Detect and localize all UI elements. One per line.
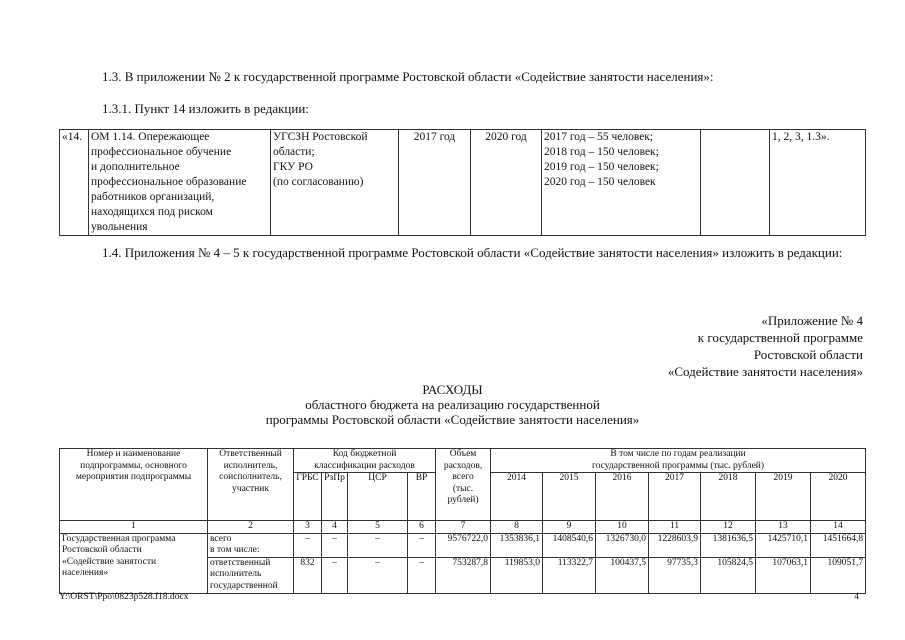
column-number: 5 xyxy=(348,521,408,534)
header-row-1 xyxy=(60,449,866,473)
row-vr: – xyxy=(408,557,436,593)
measure-result: 2017 год – 55 человек; 2018 год – 150 человек; 2019 год – 150 человек; 2020 год – 150 человек xyxy=(542,130,701,236)
header-year: 2020 xyxy=(811,473,866,521)
row-year-value: 105824,5 xyxy=(701,557,756,593)
header-year: 2014 xyxy=(491,473,543,521)
row-year-value: 1425710,1 xyxy=(756,533,811,557)
column-number: 14 xyxy=(811,521,866,534)
row-rzpr: – xyxy=(322,557,348,593)
paragraph-1-4: 1.4. Приложения № 4 – 5 к государственной программе Ростовской области «Содействие занятости населения» изложить в редакции: xyxy=(102,245,843,260)
row-total: 753287,8 xyxy=(436,557,491,593)
row-year-value: 1353836,1 xyxy=(491,533,543,557)
row-year-value: 1228603,9 xyxy=(649,533,701,557)
header-program-name: Номер и наименование подпрограммы, основного мероприятия подпрограммы xyxy=(60,449,208,521)
column-number: 1 xyxy=(60,521,208,534)
header-year: 2019 xyxy=(756,473,811,521)
row-year-value: 97735,3 xyxy=(649,557,701,593)
measures-table xyxy=(59,129,866,236)
measure-links: 1, 2, 3, 1.3». xyxy=(770,130,866,236)
appendix-caption: «Приложение № 4 к государственной программе Ростовской области «Содействие занятости населения» xyxy=(667,313,863,379)
column-number: 6 xyxy=(408,521,436,534)
measure-start-year: 2017 год xyxy=(399,130,471,236)
measure-name: ОМ 1.14. Опережающее профессиональное обучение и дополнительное профессиональное образование работников организаций, находящихся под риском увольнения xyxy=(89,130,271,236)
row-year-value: 107063,1 xyxy=(756,557,811,593)
row-year-value: 1451664,8 xyxy=(811,533,866,557)
row-rzpr: – xyxy=(322,533,348,557)
header-rzpr: РзПр xyxy=(322,473,348,521)
row-year-value: 100437,5 xyxy=(596,557,649,593)
measure-executor: УГСЗН Ростовской области; ГКУ РО (по согласованию) xyxy=(271,130,399,236)
header-executor: Ответственный исполнитель, соисполнитель, участник xyxy=(208,449,294,521)
row-grbs: 832 xyxy=(294,557,322,593)
measure-number: «14. xyxy=(60,130,89,236)
column-number: 4 xyxy=(322,521,348,534)
header-csr: ЦСР xyxy=(348,473,408,521)
table-row xyxy=(60,533,866,557)
row-year-value: 1408540,6 xyxy=(543,533,596,557)
expenses-table xyxy=(59,448,866,594)
measure-row xyxy=(60,130,866,236)
appendix-header xyxy=(543,295,863,380)
column-numbers-row xyxy=(60,521,866,534)
column-number: 10 xyxy=(596,521,649,534)
row-csr: – xyxy=(348,533,408,557)
column-number: 8 xyxy=(491,521,543,534)
header-vr: ВР xyxy=(408,473,436,521)
header-budget-code: Код бюджетной классификации расходов xyxy=(294,449,436,473)
row-year-value: 119853,0 xyxy=(491,557,543,593)
header-total: Объем расходов, всего (тыс. рублей) xyxy=(436,449,491,521)
column-number: 12 xyxy=(701,521,756,534)
column-number: 2 xyxy=(208,521,294,534)
header-year: 2015 xyxy=(543,473,596,521)
header-year: 2018 xyxy=(701,473,756,521)
header-years-group: В том числе по годам реализации государственной программы (тыс. рублей) xyxy=(491,449,866,473)
column-number: 7 xyxy=(436,521,491,534)
paragraph-1-3: 1.3. В приложении № 2 к государственной программе Ростовской области «Содействие занятости населения»: xyxy=(102,69,714,84)
row-year-value: 109051,7 xyxy=(811,557,866,593)
program-name-cell: Государственная программа Ростовской области «Содействие занятости населения» xyxy=(60,533,208,593)
paragraph-1-3-1: 1.3.1. Пункт 14 изложить в редакции: xyxy=(102,101,309,116)
measure-empty-cell xyxy=(701,130,770,236)
row-year-value: 113322,7 xyxy=(543,557,596,593)
column-number: 11 xyxy=(649,521,701,534)
row-total: 9576722,0 xyxy=(436,533,491,557)
document-title: РАСХОДЫ областного бюджета на реализацию государственной программы Ростовской области «Содействие занятости населения» xyxy=(265,382,640,427)
page-number: 4 xyxy=(854,592,859,602)
row-csr: – xyxy=(348,557,408,593)
file-path: Y:\ORST\Ppo\0823p528.f18.docx xyxy=(59,592,189,602)
row-year-value: 1381636,5 xyxy=(701,533,756,557)
header-year: 2017 xyxy=(649,473,701,521)
column-number: 13 xyxy=(756,521,811,534)
header-year: 2016 xyxy=(596,473,649,521)
row-executor: ответственный исполнитель государственной xyxy=(208,557,294,593)
row-grbs: – xyxy=(294,533,322,557)
column-number: 9 xyxy=(543,521,596,534)
column-number: 3 xyxy=(294,521,322,534)
row-executor: всего в том числе: xyxy=(208,533,294,557)
row-vr: – xyxy=(408,533,436,557)
row-year-value: 1326730,0 xyxy=(596,533,649,557)
measure-end-year: 2020 год xyxy=(471,130,542,236)
header-grbs: ГРБС xyxy=(294,473,322,521)
